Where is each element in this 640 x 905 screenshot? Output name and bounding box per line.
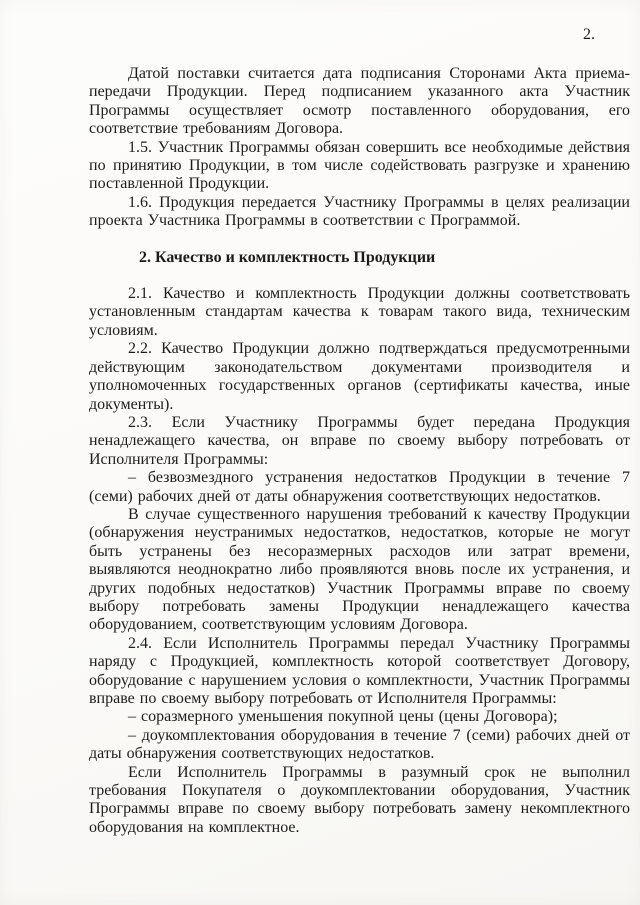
paragraph: 2.3. Если Участнику Программы будет передана Продукция ненадлежащего качества, он вправе по своему выбору потребовать от Исполнителя Программы: — [89, 413, 630, 468]
paragraph: 1.5. Участник Программы обязан совершить все необходимые действия по принятию Продукции, в том числе содействовать разгрузке и хранению поставленной Продукции. — [89, 138, 630, 193]
list-item: – соразмерного уменьшения покупной цены (цены Договора); — [128, 708, 558, 726]
section-heading: 2. Качество и комплектность Продукции — [139, 248, 436, 266]
paragraph: 1.6. Продукция передается Участнику Программы в целях реализации проекта Участника Программы в соответствии с Программой. — [89, 193, 630, 230]
list-item: – безвозмездного устранения недостатков Продукции в течение 7 (семи) рабочих дней от даты обнаружения соответствующих недостатков. — [89, 469, 630, 505]
paragraph: 2.4. Если Исполнитель Программы передал Участнику Программы наряду с Продукцией, комплектность которой соответствует Договору, оборудование с нарушением условия о комплектности, Участник Программы вправе по своему выбору потребовать от Исполнителя Программы: — [89, 634, 630, 707]
paragraph: Если Исполнитель Программы в разумный срок не выполнил требования Покупателя о доукомплектовании оборудования, Участник Программы вправе по своему выбору потребовать замену некомплектного оборудования на комплектное. — [89, 763, 630, 836]
paragraph: 2.2. Качество Продукции должно подтверждаться предусмотренными действующим законодательством документами производителя и уполномоченных государственных органов (сертификаты качества, иные документы). — [89, 340, 630, 413]
paragraph: Датой поставки считается дата подписания Сторонами Акта приема-передачи Продукции. Перед подписанием указанного акта Участник Программы осуществляет осмотр поставленного оборудования, его соответствие требованиям Договора. — [89, 65, 630, 138]
document-body — [89, 65, 630, 837]
paragraph: 2.1. Качество и комплектность Продукции должны соответствовать установленным стандартам качества к товарам такого вида, техническим условиям. — [89, 285, 630, 339]
list-item: – доукомплектования оборудования в течение 7 (семи) рабочих дней от даты обнаружения соответствующих недостатков. — [89, 726, 630, 763]
paragraph: В случае существенного нарушения требований к качеству Продукции (обнаружения неустранимых недостатков, недостатков, которые не могут быть устранены без несоразмерных расходов или затрат времени, выявляются неоднократно либо проявляются вновь после их устранения, и других подобных недостатков) Участник Программы вправе по своему выбору потребовать замены Продукции ненадлежащего качества оборудованием, соответствующим условиям Договора. — [89, 505, 630, 634]
page-number: 2. — [583, 26, 595, 43]
